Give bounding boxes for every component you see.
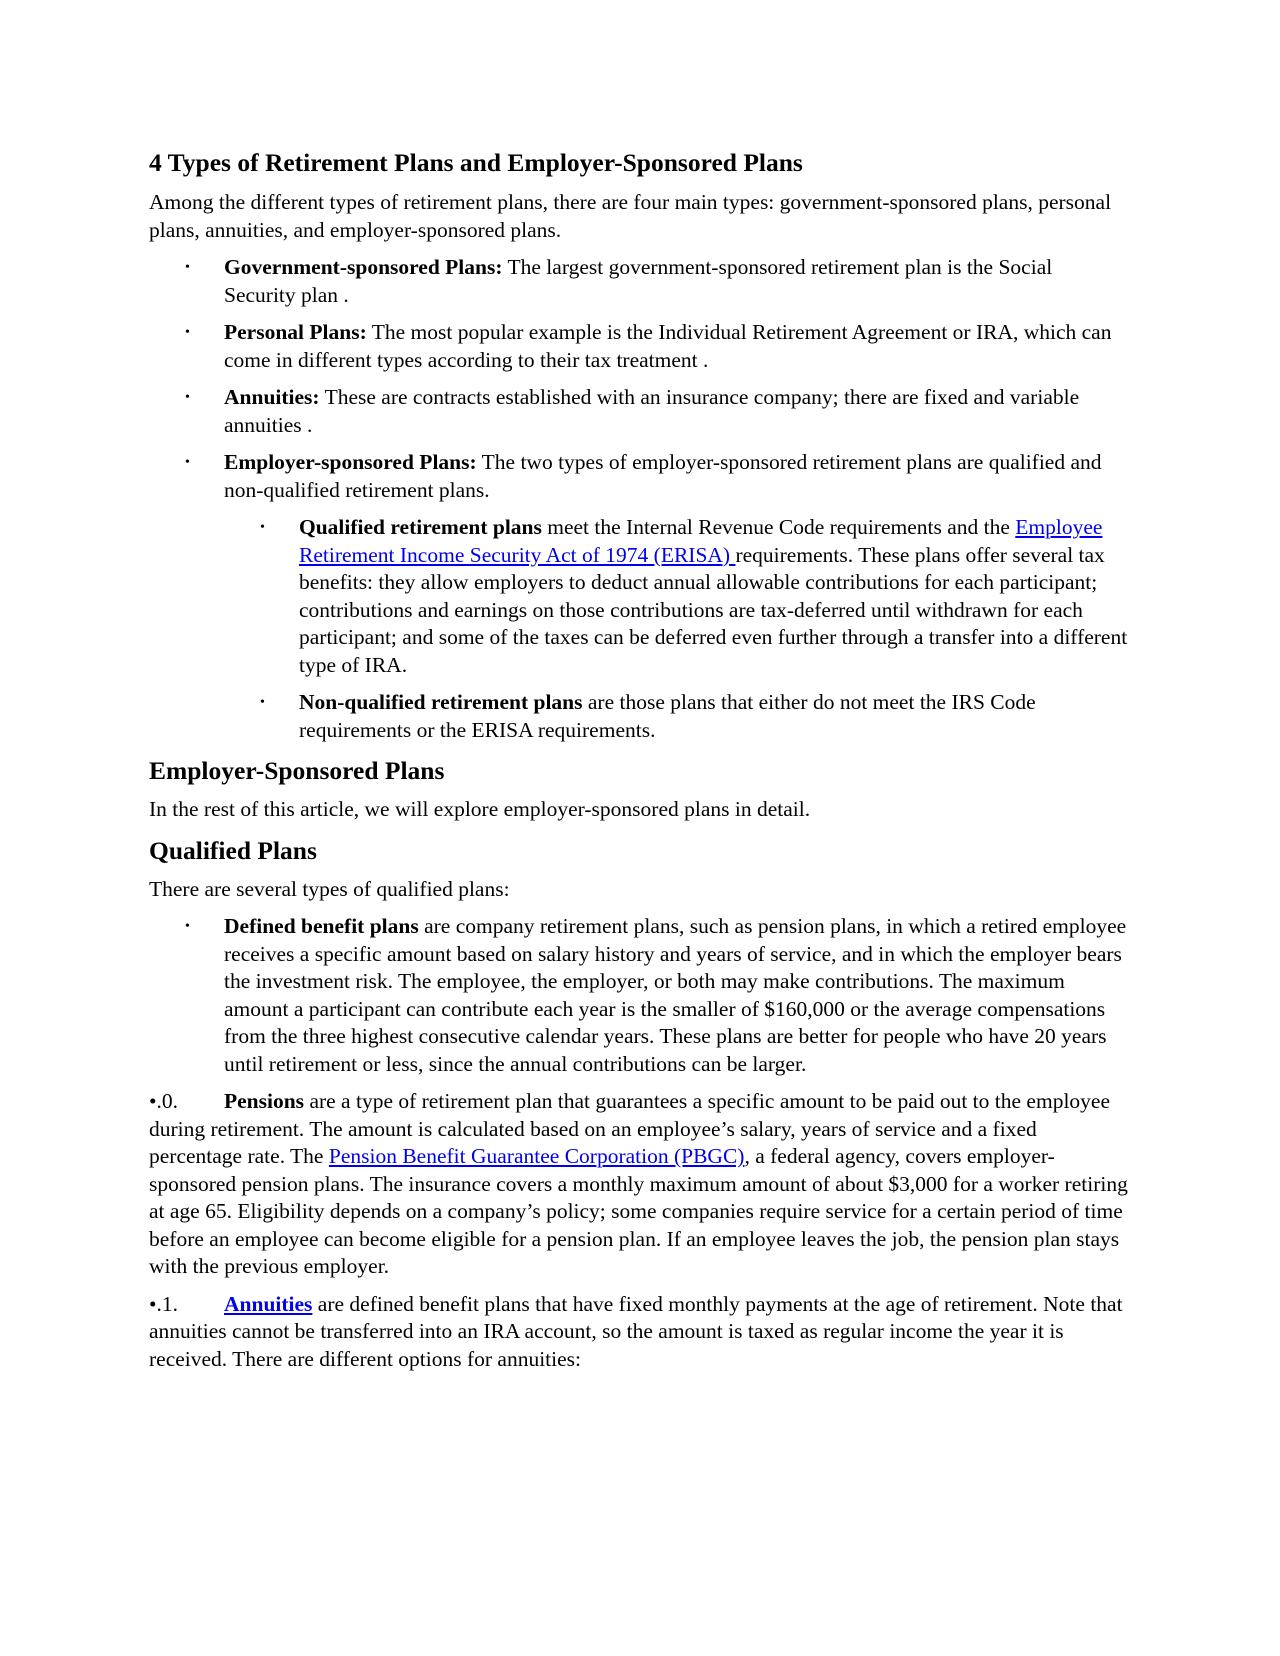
page-title: 4 Types of Retirement Plans and Employer-Sponsored Plans (149, 148, 803, 177)
list-item-nonqualified-plans (149, 689, 1129, 744)
list-item-text: The two types of employer-sponsored retirement plans are qualified and non-qualified retirement plans. (224, 450, 1102, 502)
annuities-text: are defined benefit plans that have fixed monthly payments at the age of retirement. Note that annuities cannot be transferred into an IRA account, so the amount is taxed as regular income the year it is received. There are different options for annuities: (149, 1291, 1123, 1371)
bullet-icon: • (185, 325, 190, 340)
list-number: •.0. (149, 1089, 179, 1113)
list-item-personal-plans (149, 319, 1129, 374)
qualified-section-paragraph: There are several types of qualified plans: (149, 876, 510, 901)
list-item-term: Personal Plans: (224, 320, 367, 344)
list-item-qualified-plans (149, 514, 1129, 679)
list-item-defined-benefit (149, 913, 1129, 1078)
employer-plan-subtypes-list (149, 514, 1129, 744)
pbgc-link[interactable]: Pension Benefit Guarantee Corporation (PBGC) (328, 1144, 745, 1168)
list-item-text: The largest government-sponsored retirement plan is the Social Security plan . (224, 255, 1053, 307)
intro-paragraph: Among the different types of retirement plans, there are four main types: government-sponsored plans, personal plans, annuities, and employer-sponsored plans. (149, 190, 1112, 242)
list-item-text: The most popular example is the Individual Retirement Agreement or IRA, which can come in different types according to their tax treatment . (224, 320, 1112, 372)
list-item-government-plans (149, 254, 1129, 309)
section-heading-employer-sponsored: Employer-Sponsored Plans (149, 756, 445, 785)
bullet-icon: • (185, 919, 190, 934)
pensions-text: are a type of retirement plan that guarantees a specific amount to be paid out to the employee during retirement. The amount is calculated based on an employee’s salary, years of service and a fixed percentage rate. The (149, 1089, 1110, 1168)
bullet-icon: • (185, 455, 190, 470)
bullet-icon: • (185, 260, 190, 275)
list-item-term: Non-qualified retirement plans (299, 690, 583, 714)
bullet-icon: • (260, 520, 265, 535)
list-item-text: meet the Internal Revenue Code requirements and the (541, 515, 1016, 539)
bullet-icon: • (185, 390, 190, 405)
erisa-link[interactable]: Employee Retirement Income Security Act of 1974 (ERISA) (299, 515, 1103, 567)
plan-types-list (149, 254, 1129, 504)
list-item-employer-plans (149, 449, 1129, 504)
qualified-plans-list (149, 913, 1129, 1078)
pensions-text: , a federal agency, covers employer-sponsored pension plans. The insurance covers a monthly maximum amount of about $3,000 for a worker retiring at age 65. Eligibility depends on a company’s policy; some companies require service for a certain period of time before an employee can become eligible for a pension plan. If an employee leaves the job, the pension plan stays with the previous employer. (149, 1144, 1128, 1278)
list-item-term: Qualified retirement plans (299, 515, 542, 539)
pensions-term: Pensions (224, 1089, 305, 1113)
list-item-annuities (149, 384, 1129, 439)
document-page (149, 146, 1129, 1383)
list-item-text: are company retirement plans, such as pension plans, in which a retired employee receives a specific amount based on salary history and years of service, and in which the employer bears the investment risk. The employee, the employer, or both may make contributions. The maximum amount a participant can contribute each year is the smaller of $160,000 or the average compensations from the three highest consecutive calendar years. These plans are better for people who have 20 years until retirement or less, since the annual contributions can be larger. (224, 914, 1127, 1076)
list-item-term: Defined benefit plans (224, 914, 419, 938)
list-item-term: Annuities: (224, 385, 320, 409)
list-item-text: requirements. These plans offer several tax benefits: they allow employers to deduct annual allowable contributions for each participant; contributions and earnings on those contributions are tax-deferred until withdrawn for each participant; and some of the taxes can be deferred even further through a transfer into a different type of IRA. (299, 542, 1128, 677)
employer-section-paragraph: In the rest of this article, we will explore employer-sponsored plans in detail. (149, 797, 811, 821)
list-item-text: are those plans that either do not meet the IRS Code requirements or the ERISA requirements. (299, 690, 1036, 742)
bullet-icon: • (260, 695, 265, 710)
list-item-text: These are contracts established with an insurance company; there are fixed and variable annuities . (224, 385, 1080, 437)
list-item-term: Employer-sponsored Plans: (224, 450, 477, 474)
pensions-paragraph (149, 1088, 1129, 1281)
annuities-link[interactable]: Annuities (224, 1291, 313, 1316)
annuities-paragraph (149, 1291, 1129, 1374)
list-number: •.1. (149, 1291, 179, 1316)
list-item-term: Government-sponsored Plans: (224, 255, 503, 279)
section-heading-qualified-plans: Qualified Plans (149, 835, 317, 865)
